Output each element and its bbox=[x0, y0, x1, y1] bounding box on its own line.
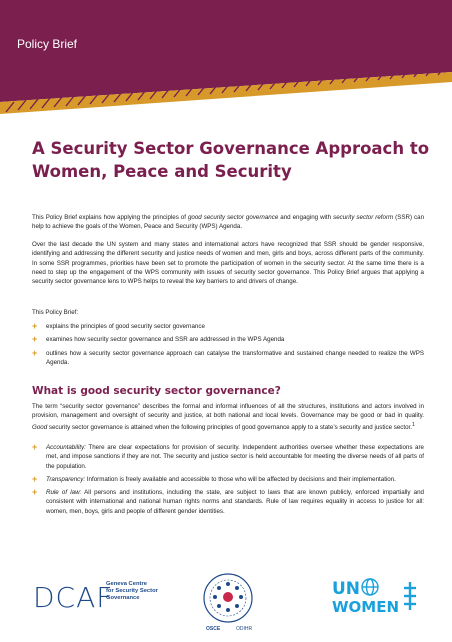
policy-brief-bullets bbox=[32, 322, 424, 371]
bullet-text: explains the principles of good security sector governance bbox=[46, 323, 205, 330]
plus-icon: + bbox=[32, 487, 38, 498]
principle-text: All persons and institutions, including the state, are subject to laws that are known publicly, enforced impartially and consistent with international and national human rights norms and standards. Rule of law requires equality in access to justice for all: women, men, boys, girls and people of different gender identities. bbox=[46, 489, 424, 515]
principle-term: Accountability: bbox=[46, 444, 86, 451]
dcaf-line: Geneva Centre bbox=[106, 581, 147, 587]
globe-icon bbox=[362, 579, 378, 595]
bullet-item bbox=[32, 322, 424, 331]
intro-text: (SSR) can help to achieve the goals of the Women, Peace and Security (WPS) Agenda. bbox=[32, 214, 425, 231]
bullet-item bbox=[32, 349, 424, 368]
dcaf-line: for Security Sector bbox=[106, 588, 158, 594]
un-women-bottom: WOMEN bbox=[332, 598, 400, 616]
un-women-logo bbox=[330, 576, 425, 616]
section-emphasis: Good bbox=[32, 423, 48, 431]
page-title bbox=[32, 137, 432, 183]
women-symbol-icon bbox=[404, 582, 416, 610]
intro-emphasis: good security sector governance bbox=[187, 214, 279, 221]
intro-text: and engaging with bbox=[278, 214, 334, 221]
principle-item bbox=[32, 443, 424, 471]
section-heading: What is good security sector governance? bbox=[32, 385, 281, 397]
bullet-text: outlines how a security sector governance approach can catalyse the transformative and sustained change needed to realize the WPS Agenda. bbox=[46, 349, 424, 366]
intro-emphasis: security sector reform bbox=[333, 214, 394, 221]
title-line-1: A Security Sector Governance Approach to bbox=[32, 139, 430, 158]
plus-icon: + bbox=[32, 334, 38, 345]
dcaf-line: Governance bbox=[106, 595, 140, 601]
bullet-text: examines how security sector governance and SSR are addressed in the WPS Agenda bbox=[46, 336, 285, 344]
principle-text: Information is freely available and accessible to those who will be affected by decisions and their implementation. bbox=[85, 475, 396, 483]
dcaf-logo: DCAF bbox=[33, 581, 114, 614]
dcaf-subtitle bbox=[106, 581, 196, 602]
intro-text: This Policy Brief explains how applying the principles of bbox=[32, 214, 188, 221]
header-banner bbox=[0, 0, 452, 118]
osce-label: OSCE bbox=[206, 626, 221, 632]
footnote-ref[interactable]: 1 bbox=[411, 421, 415, 428]
section-paragraph bbox=[32, 402, 424, 432]
plus-icon: + bbox=[32, 442, 38, 452]
intro-paragraph-2: Over the last decade the UN system and many states and international actors have recognized that SSR should be gender responsive, identifying and addressing the different security and justice needs of women and men, girls and boys, across different parts of the community. In some SSR programmes, priorities have been set to promote the participation of women in the security sector. At the same time there is a need to step up the engagement of the WPS community with issues of security sector governance. This Policy Brief argues that applying a security sector governance lens to WPS helps to reveal the key barriers to and drivers of change. bbox=[32, 241, 424, 286]
principle-term: Rule of law: bbox=[46, 489, 82, 497]
document-type-label: Policy Brief bbox=[17, 37, 78, 51]
principle-term: Transparency: bbox=[46, 475, 86, 483]
principle-text: There are clear expectations for provision of security. Independent authorities oversee whether these expectations are met, and impose sanctions if they are not. The security and justice sector is held accountable for meeting the diverse needs of all parts of the population. bbox=[46, 444, 424, 470]
plus-icon: + bbox=[32, 473, 38, 484]
odihr-label: ODIHR bbox=[236, 626, 253, 632]
principle-item bbox=[32, 475, 424, 484]
plus-icon: + bbox=[32, 347, 38, 358]
un-women-top: UN bbox=[332, 579, 361, 599]
bullet-item bbox=[32, 335, 424, 344]
odihr-seal-icon bbox=[198, 570, 258, 630]
principle-item bbox=[32, 488, 424, 516]
section-text: The term “security sector governance” describes the formal and informal influences of all the structures, institutions and actors involved in provision, management and oversight of security and justice, at both national and local levels. Governance may be good or bad in quality. bbox=[32, 403, 424, 420]
title-line-2: Women, Peace and Security bbox=[32, 162, 292, 181]
principles-list bbox=[32, 443, 424, 520]
section-text: security sector governance is attained when the following principles of good governance apply to a state’s security and justice sector. bbox=[47, 423, 412, 431]
partner-logos bbox=[0, 566, 452, 642]
intro-paragraph-3: This Policy Brief: bbox=[32, 309, 79, 316]
plus-icon: + bbox=[32, 321, 38, 331]
intro-paragraph-1 bbox=[32, 213, 424, 232]
